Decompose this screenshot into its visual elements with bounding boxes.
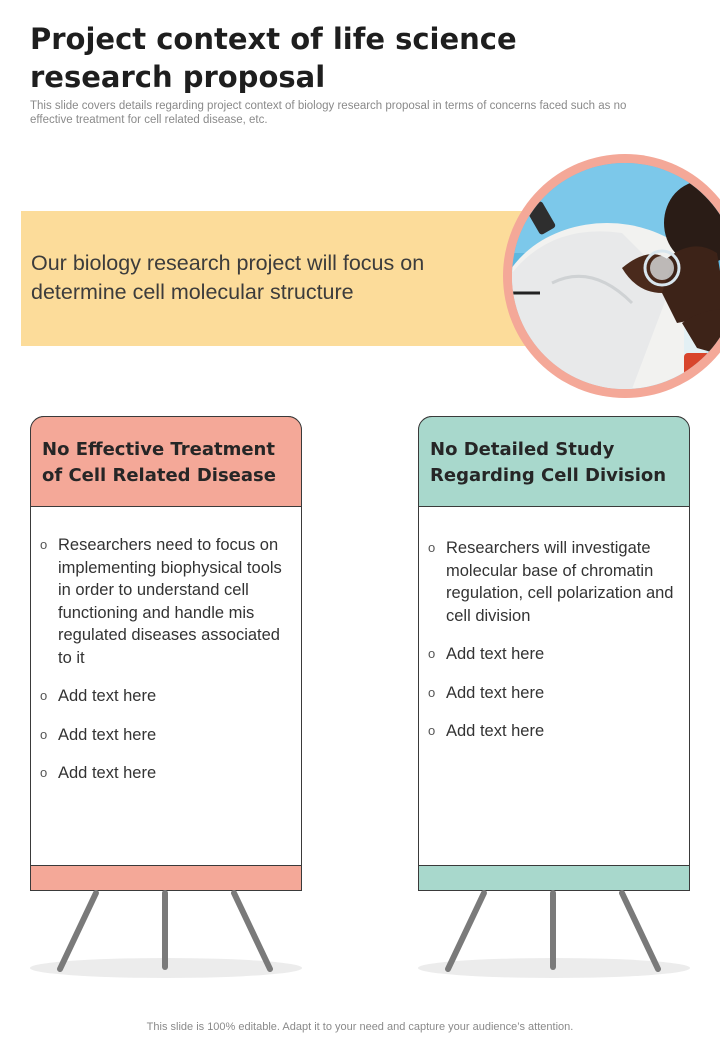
footer-note: This slide is 100% editable. Adapt it to your need and capture your audience’s attention. xyxy=(146,1021,574,1033)
board-list xyxy=(40,534,290,801)
page-title: Project context of life science research proposal xyxy=(30,22,517,94)
page-subtitle: This slide covers details regarding project context of biology research proposal in terms of concerns faced such as no effective treatment for cell related disease, etc. xyxy=(30,100,627,126)
list-item: o Add text here xyxy=(40,762,290,785)
list-item: o Researchers need to focus on implementing biophysical tools in order to understand cell functioning and handle mis regulated diseases associated to it xyxy=(40,536,282,667)
banner-text: Our biology research project will focus on determine cell molecular structure xyxy=(31,251,425,304)
board-title: No Effective Treatment of Cell Related Disease xyxy=(42,439,276,486)
bullet-icon: o xyxy=(40,765,48,780)
list-item: o Add text here xyxy=(40,724,290,747)
list-item: o Researchers will investigate molecular base of chromatin regulation, cell polarization and cell division xyxy=(428,539,674,625)
easel-legs-1 xyxy=(28,889,308,984)
board-footer-bar xyxy=(30,865,302,891)
bullet-icon: o xyxy=(428,646,436,661)
board-title: No Detailed Study Regarding Cell Division xyxy=(430,439,667,486)
bullet-icon: o xyxy=(428,540,436,555)
concern-board-1 xyxy=(30,416,302,891)
bullet-icon: o xyxy=(40,688,48,703)
board-list xyxy=(428,537,678,759)
bullet-icon: o xyxy=(428,723,436,738)
bullet-icon: o xyxy=(428,684,436,700)
board-header xyxy=(30,416,302,507)
list-item: o Add text here xyxy=(428,720,678,743)
bullet-icon: o xyxy=(40,726,48,742)
list-item: o Add text here xyxy=(428,682,678,705)
easel-legs-2 xyxy=(416,889,696,984)
board-header xyxy=(418,416,690,507)
bullet-icon: o xyxy=(40,537,48,552)
concern-board-2 xyxy=(418,416,690,891)
board-footer-bar xyxy=(418,865,690,891)
list-item: o Add text here xyxy=(40,685,290,708)
list-item: o Add text here xyxy=(428,643,678,666)
